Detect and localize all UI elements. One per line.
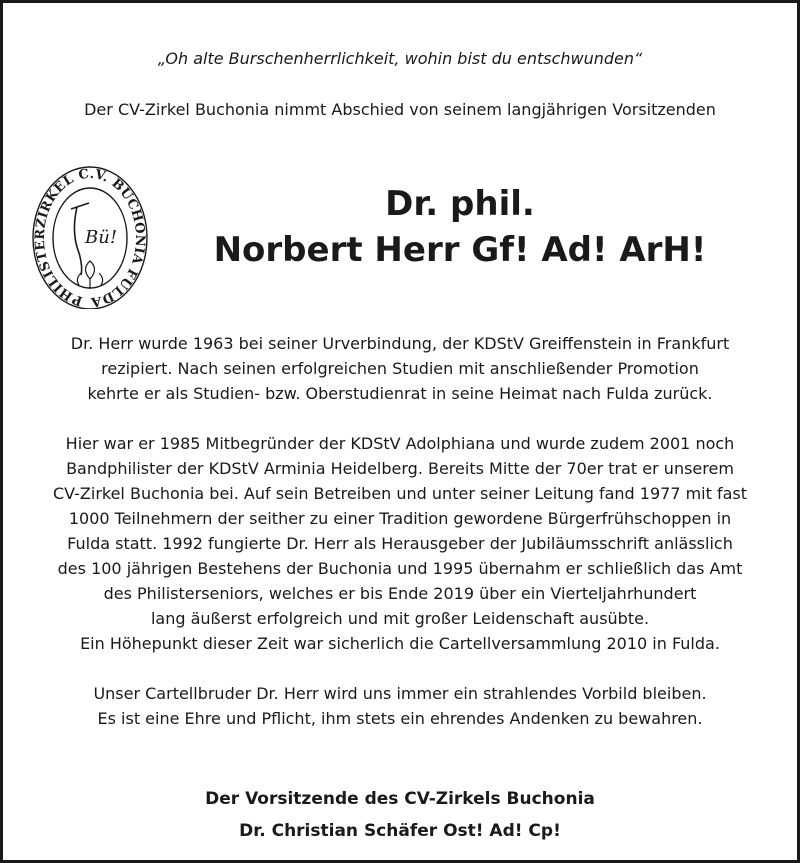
- text-line: rezipiert. Nach seinen erfolgreichen Studien mit anschließender Promotion: [101, 359, 699, 378]
- seal-ring-text: PHILISTERZIRKEL C.V. BUCHONIA FULDA: [32, 166, 148, 309]
- text-line: des 100 jährigen Bestehens der Buchonia und 1995 übernahm er schließlich das Amt: [57, 559, 743, 578]
- text-line: CV-Zirkel Buchonia bei. Auf sein Betreiben und unter seiner Leitung fand 1977 mit fast: [52, 484, 748, 503]
- text-line: Bandphilister der KDStV Arminia Heidelberg. Bereits Mitte der 70er trat er unserem: [66, 459, 734, 478]
- text-line: des Philisterseniors, welches er bis Ende 2019 über ein Vierteljahrhundert: [103, 584, 697, 603]
- text-line: Unser Cartellbruder Dr. Herr wird uns immer ein strahlendes Vorbild bleiben.: [93, 684, 707, 703]
- deceased-name: Norbert Herr Gf! Ad! ArH!: [213, 230, 707, 270]
- paragraph-achievements: [23, 431, 777, 656]
- signoff-role: Der Vorsitzende des CV-Zirkels Buchonia: [205, 789, 595, 809]
- text-line: Dr. Herr wurde 1963 bei seiner Urverbindung, der KDStV Greiffenstein in Frankfurt: [70, 334, 730, 353]
- text-line: kehrte er als Studien- bzw. Oberstudienrat in seine Heimat nach Fulda zurück.: [87, 384, 713, 403]
- seal-monogram: Bü!: [85, 227, 118, 248]
- obituary-body: [23, 331, 777, 731]
- text-line: Fulda statt. 1992 fungierte Dr. Herr als Herausgeber der Jubiläumsschrift anlässlich: [67, 534, 733, 553]
- text-line: Ein Höhepunkt dieser Zeit war sicherlich die Cartellversammlung 2010 in Fulda.: [80, 634, 720, 653]
- text-line: lang äußerst erfolgreich und mit großer Leidenschaft ausübte.: [150, 609, 650, 628]
- deceased-title: Dr. phil.: [385, 184, 535, 224]
- signoff-block: [3, 783, 797, 847]
- intro-line: Der CV-Zirkel Buchonia nimmt Abschied von seinem langjährigen Vorsitzenden: [84, 100, 716, 119]
- fraternity-seal-icon: [31, 163, 149, 309]
- motto-quote: „Oh alte Burschenherrlichkeit, wohin bist du entschwunden“: [157, 49, 643, 68]
- paragraph-tribute: [23, 681, 777, 731]
- text-line: Es ist eine Ehre und Pflicht, ihm stets ein ehrendes Andenken zu bewahren.: [97, 709, 703, 728]
- text-line: 1000 Teilnehmern der seither zu einer Tradition gewordene Bürgerfrühschoppen in: [68, 509, 732, 528]
- signoff-name: Dr. Christian Schäfer Ost! Ad! Cp!: [239, 821, 561, 841]
- paragraph-career-start: [23, 331, 777, 406]
- deceased-name-block: [153, 181, 767, 273]
- text-line: Hier war er 1985 Mitbegründer der KDStV Adolphiana und wurde zudem 2001 noch: [65, 434, 735, 453]
